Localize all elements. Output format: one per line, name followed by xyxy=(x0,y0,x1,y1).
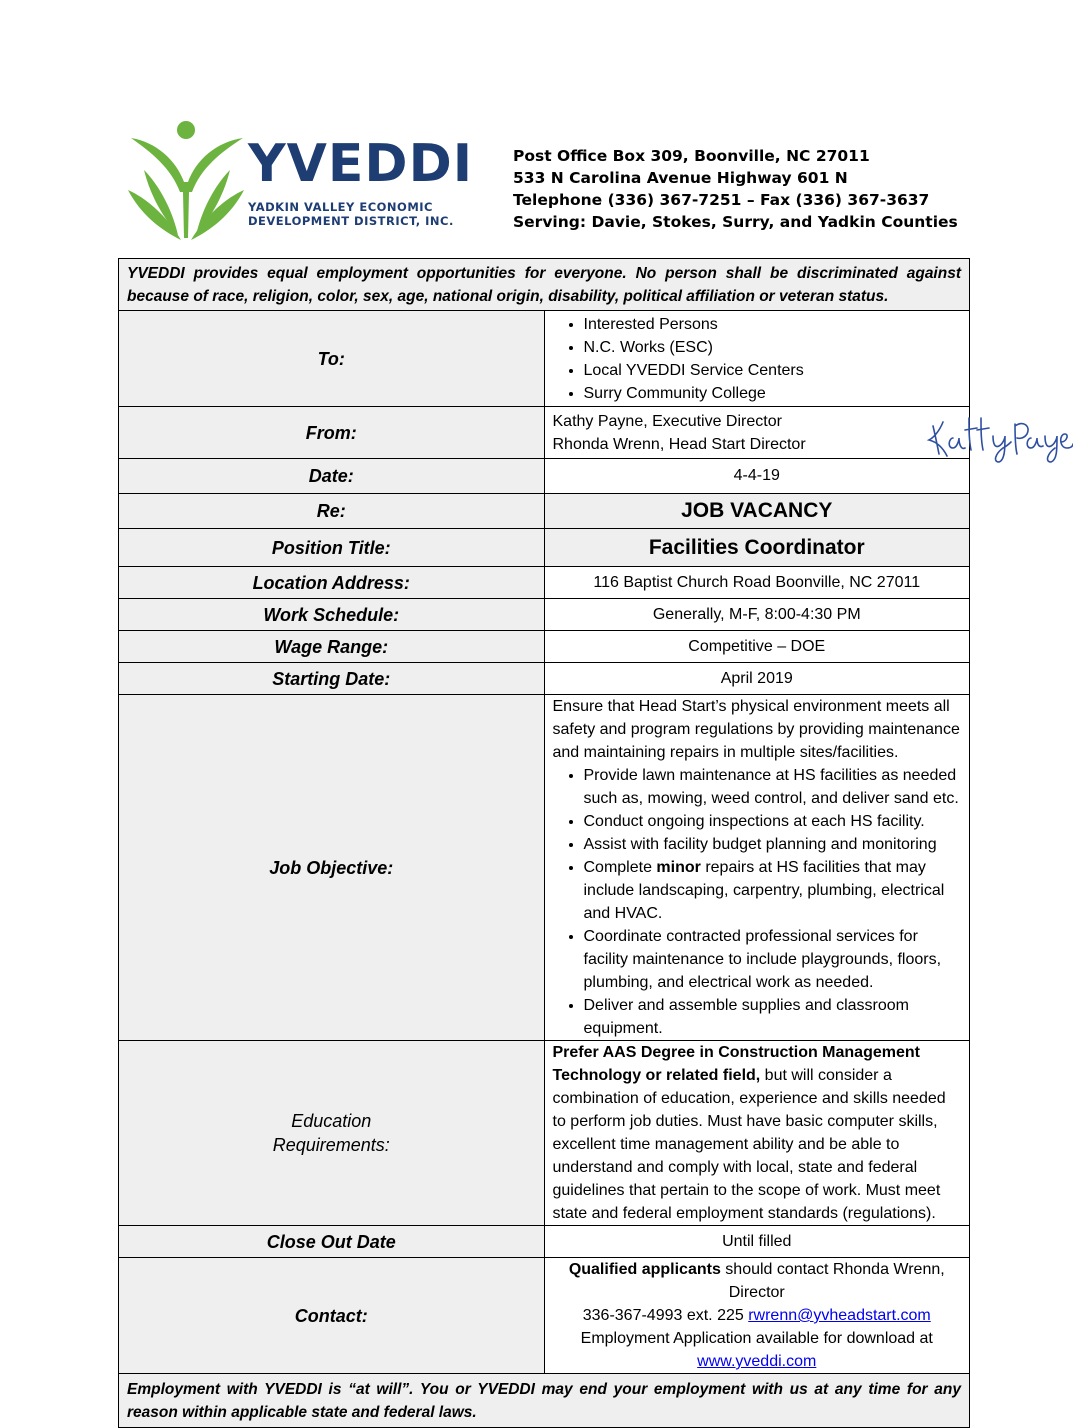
wage-range-value: Competitive – DOE xyxy=(544,631,970,663)
recipient-item: • Local YVEDDI Service Centers xyxy=(584,359,962,382)
objective-emphasis: minor xyxy=(656,859,701,876)
education-details: but will consider a combination of education, experience and skills needed to perform job duties. Must have basic computer skills, excellent time management ability and be able to understand and comply with local, state and federal guidelines that pertain to the scope of work. Must meet state and federal employment standards (regulations). xyxy=(552,1067,946,1222)
position-title-value: Facilities Coordinator xyxy=(544,529,970,567)
recipient-item: • Surry Community College xyxy=(584,382,962,405)
contact-person: should contact Rhonda Wrenn, Director xyxy=(720,1261,945,1301)
yveddi-logo xyxy=(126,120,474,242)
signature-image xyxy=(923,404,1073,466)
objective-item: • Provide lawn maintenance at HS facilities as needed such as, mowing, weed control, and deliver sand etc. xyxy=(584,764,962,810)
from-line-head-start: Rhonda Wrenn, Head Start Director xyxy=(552,435,806,453)
re-value: JOB VACANCY xyxy=(544,494,970,529)
logo-subtitle-line2: DEVELOPMENT DISTRICT, INC. xyxy=(248,214,454,228)
education-preferred: Prefer AAS Degree in Construction Management Technology or related field, xyxy=(552,1044,920,1084)
objective-item: • Conduct ongoing inspections at each HS facility. xyxy=(584,810,962,833)
address-line: Post Office Box 309, Boonville, NC 27011 xyxy=(513,147,870,165)
date-label: Date: xyxy=(119,459,545,494)
objective-item: • Coordinate contracted professional services for facility maintenance to include playgrounds, floors, plumbing, and electrical work as needed. xyxy=(584,925,962,994)
contact-label: Contact: xyxy=(119,1258,545,1374)
re-label: Re: xyxy=(119,494,545,529)
objective-intro: Ensure that Head Start’s physical environment meets all safety and program regulations by providing maintenance and maintaining repairs in multiple sites/facilities. xyxy=(552,698,960,761)
logo-wordmark: YVEDDI xyxy=(248,134,474,194)
job-objective-value xyxy=(544,695,970,1041)
position-title-label: Position Title: xyxy=(119,529,545,567)
objective-item: • Assist with facility budget planning and monitoring xyxy=(584,833,962,856)
work-schedule-value: Generally, M-F, 8:00-4:30 PM xyxy=(544,599,970,631)
to-recipients xyxy=(544,311,970,407)
location-value: 116 Baptist Church Road Boonville, NC 27011 xyxy=(544,567,970,599)
education-label-line1: Education xyxy=(291,1111,372,1131)
contact-qualified: Qualified applicants xyxy=(568,1261,721,1278)
address-line: Serving: Davie, Stokes, Surry, and Yadkin Counties xyxy=(513,213,958,231)
job-vacancy-table xyxy=(118,258,970,1428)
wage-range-label: Wage Range: xyxy=(119,631,545,663)
logo-subtitle xyxy=(248,200,454,228)
starting-date-value: April 2019 xyxy=(544,663,970,695)
objective-item: • Deliver and assemble supplies and classroom equipment. xyxy=(584,994,962,1040)
from-label: From: xyxy=(119,407,545,459)
objective-text: Complete xyxy=(583,859,657,876)
contact-value xyxy=(544,1258,970,1374)
website-link[interactable]: www.yveddi.com xyxy=(697,1353,817,1370)
address-line: 533 N Carolina Avenue Highway 601 N xyxy=(513,169,848,187)
recipient-item: • N.C. Works (ESC) xyxy=(584,336,962,359)
organization-address xyxy=(513,145,958,233)
from-line-director: Kathy Payne, Executive Director xyxy=(552,412,782,430)
leaf-figure-icon xyxy=(126,120,248,242)
date-value: 4-4-19 xyxy=(544,459,970,494)
address-line: Telephone (336) 367-7251 – Fax (336) 367-3637 xyxy=(513,191,930,209)
recipient-item: • Interested Persons xyxy=(584,313,962,336)
education-label xyxy=(119,1041,545,1226)
location-label: Location Address: xyxy=(119,567,545,599)
job-objective-label: Job Objective: xyxy=(119,695,545,1041)
education-value xyxy=(544,1041,970,1226)
from-value xyxy=(544,407,970,459)
logo-subtitle-line1: YADKIN VALLEY ECONOMIC xyxy=(248,200,433,214)
eeo-notice: YVEDDI provides equal employment opportunities for everyone. No person shall be discriminated against because of race, religion, color, sex, age, national origin, disability, political affiliation or veteran status. xyxy=(119,259,970,311)
contact-phone: 336-367-4993 ext. 225 xyxy=(582,1307,749,1324)
starting-date-label: Starting Date: xyxy=(119,663,545,695)
contact-email-link[interactable]: rwrenn@yvheadstart.com xyxy=(748,1307,931,1324)
close-out-label: Close Out Date xyxy=(119,1226,545,1258)
education-label-line2: Requirements: xyxy=(272,1135,390,1155)
close-out-value: Until filled xyxy=(544,1226,970,1258)
at-will-notice: Employment with YVEDDI is “at will”. You or YVEDDI may end your employment with us at any time for any reason within applicable state and federal laws. xyxy=(119,1374,970,1428)
objective-item xyxy=(584,856,962,925)
to-label: To: xyxy=(119,311,545,407)
application-note: Employment Application available for download at xyxy=(580,1330,933,1347)
objective-text: repairs at HS facilities that may include landscaping, carpentry, plumbing, electrical and HVAC. xyxy=(583,859,945,922)
work-schedule-label: Work Schedule: xyxy=(119,599,545,631)
